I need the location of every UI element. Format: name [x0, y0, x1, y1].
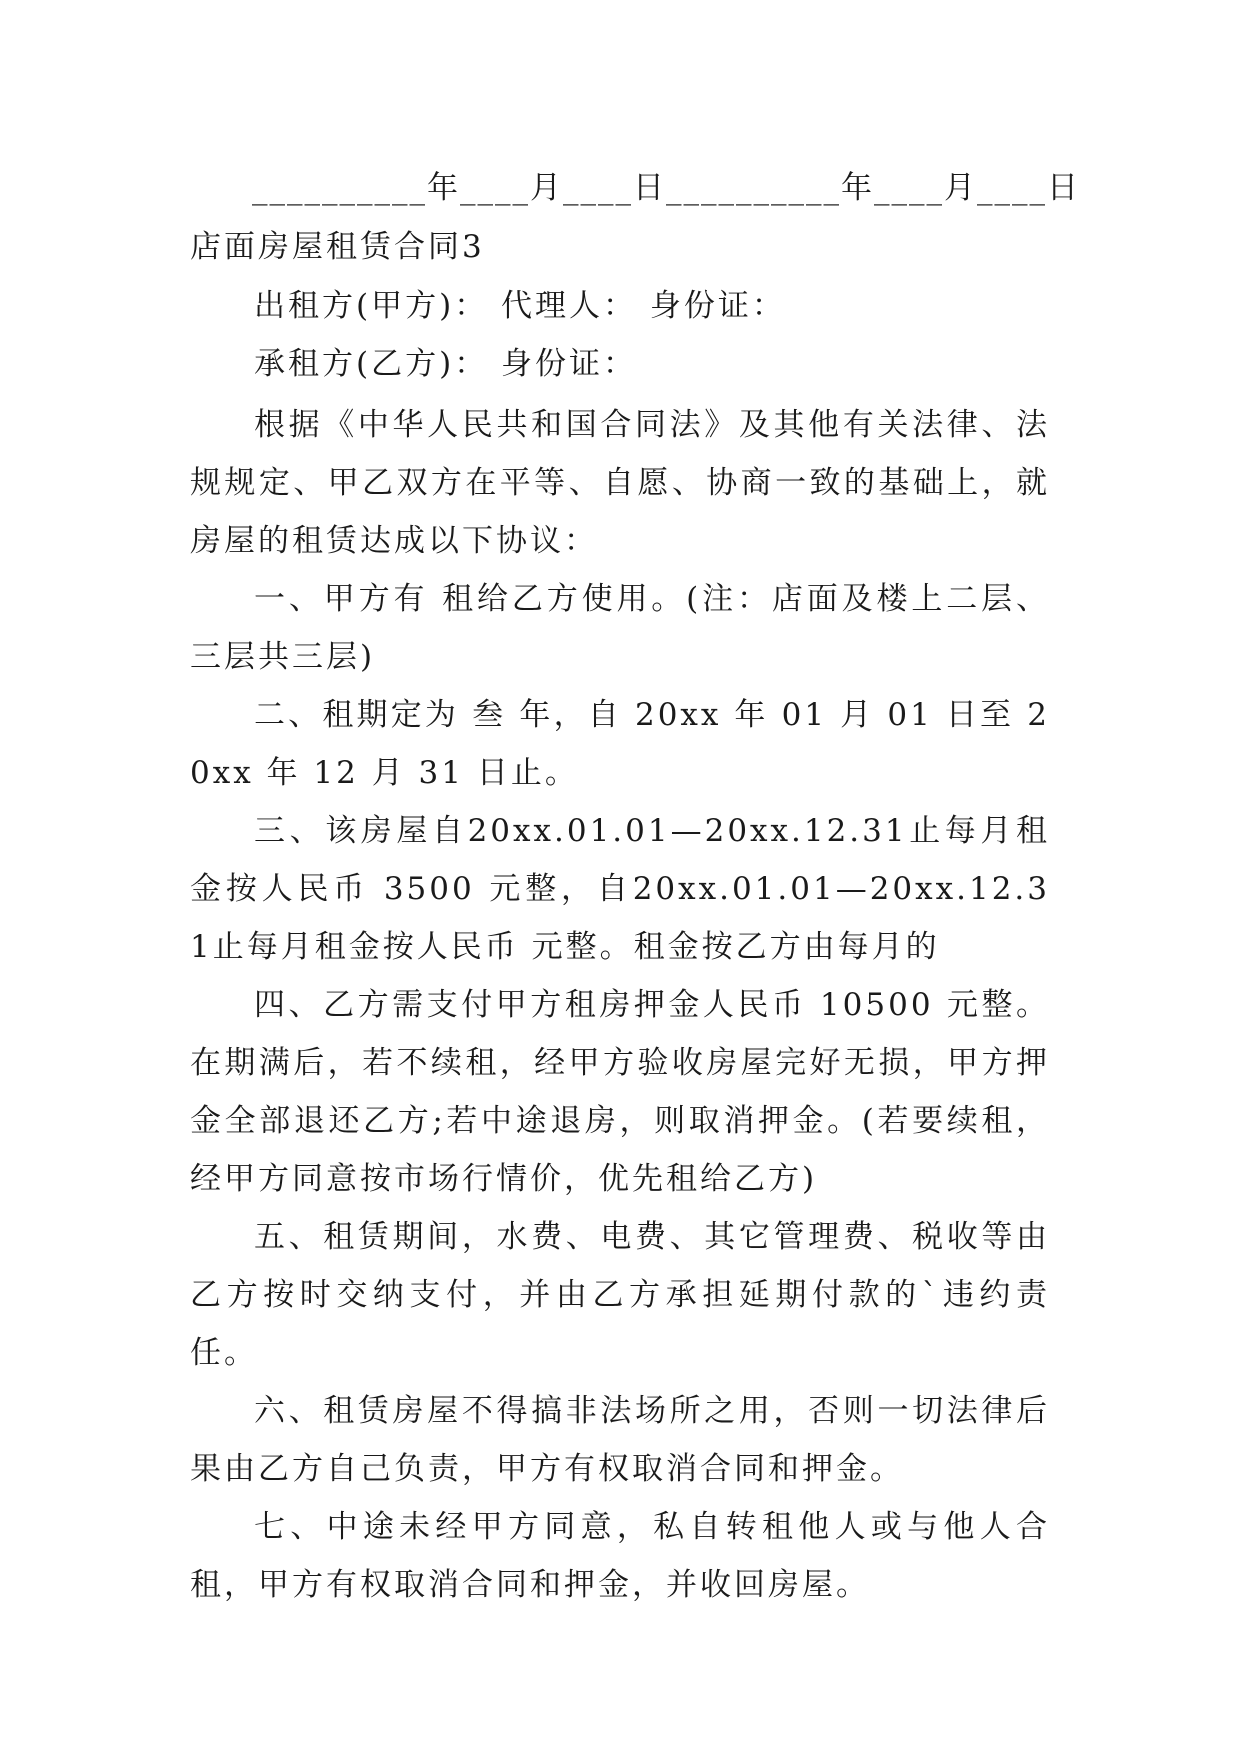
- lessor-line: 出租方(甲方)： 代理人： 身份证：: [254, 288, 786, 324]
- contract-title: 店面房屋租赁合同3: [190, 229, 485, 265]
- clause-4: 四、乙方需支付甲方租房押金人民币 10500 元整。在期满后，若不续租，经甲方验收房屋完好无损，甲方押金全部退还乙方;若中途退房，则取消押金。(若要续租，经甲方同意按市场行情价，优先租给乙方): [190, 987, 1050, 1197]
- lessee-line: 承租方(乙方)： 身份证：: [254, 346, 638, 382]
- clause-1: 一、甲方有 租给乙方使用。(注：店面及楼上二层、三层共三层): [190, 581, 1050, 675]
- clause-6: 六、租赁房屋不得搞非法场所之用，否则一切法律后果由乙方自己负责，甲方有权取消合同和押金。: [190, 1393, 1050, 1487]
- clause-5: 五、租赁期间，水费、电费、其它管理费、税收等由乙方按时交纳支付，并由乙方承担延期付款的`违约责任。: [190, 1219, 1050, 1371]
- contract-body: [190, 396, 1050, 1614]
- clause-2: 二、租期定为 叁 年，自 20xx 年 01 月 01 日至 20xx 年 12 月 31 日止。: [190, 697, 1050, 791]
- intro-paragraph: 根据《中华人民共和国合同法》及其他有关法律、法规规定、甲乙双方在平等、自愿、协商一致的基础上，就房屋的租赁达成以下协议：: [190, 407, 1050, 559]
- clause-7: 七、中途未经甲方同意，私自转租他人或与他人合租，甲方有权取消合同和押金，并收回房屋。: [190, 1509, 1050, 1603]
- clause-3: 三、该房屋自20xx.01.01—20xx.12.31止每月租金按人民币 3500 元整，自20xx.01.01—20xx.12.31止每月租金按人民币 元整。租金按乙方由每月的: [190, 813, 1050, 965]
- signature-date-line: __________年____月____日__________年____月____日: [252, 170, 1080, 206]
